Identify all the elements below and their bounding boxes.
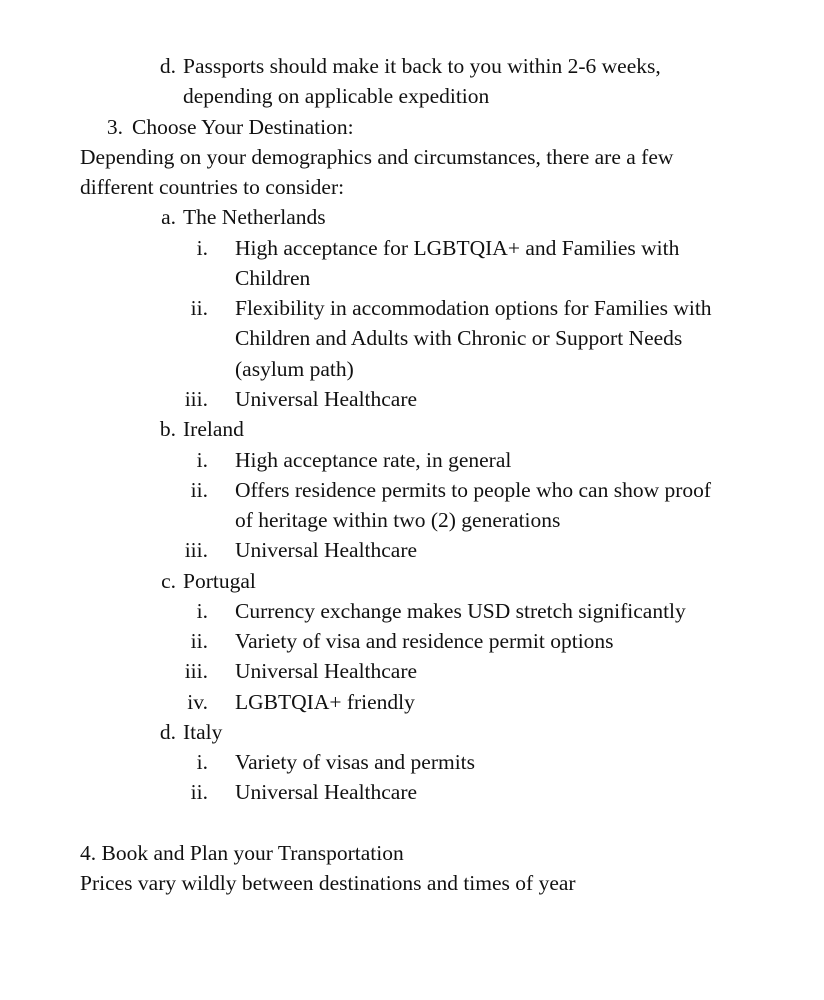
list-marker: ii. bbox=[190, 296, 208, 321]
document-line bbox=[0, 596, 824, 626]
line-text: Ireland bbox=[183, 417, 244, 442]
line-text: High acceptance for LGBTQIA+ and Families with bbox=[235, 235, 680, 260]
document-line bbox=[0, 808, 824, 838]
list-marker: c. bbox=[161, 568, 176, 593]
document-line bbox=[0, 112, 824, 142]
document-line bbox=[0, 293, 824, 323]
list-marker: ii. bbox=[190, 629, 208, 654]
line-text: Children bbox=[235, 265, 311, 290]
list-marker: d. bbox=[159, 54, 176, 78]
line-text: of heritage within two (2) generations bbox=[235, 508, 561, 533]
document-line bbox=[0, 323, 824, 353]
line-text: different countries to consider: bbox=[80, 175, 345, 200]
document-line bbox=[0, 777, 824, 807]
line-text: Portugal bbox=[183, 568, 256, 593]
document-line bbox=[0, 505, 824, 535]
document-line bbox=[0, 354, 824, 384]
line-text: Depending on your demographics and circumstances, there are a few bbox=[80, 144, 674, 169]
list-marker: iii. bbox=[184, 659, 208, 684]
document-line bbox=[0, 263, 824, 293]
line-text: Universal Healthcare bbox=[235, 659, 418, 684]
document-line bbox=[0, 838, 824, 868]
line-text: Passports should make it back to you within 2-6 weeks, bbox=[183, 54, 661, 78]
list-marker: b. bbox=[159, 417, 176, 442]
document-line bbox=[0, 384, 824, 414]
document-line bbox=[0, 202, 824, 232]
line-text: The Netherlands bbox=[183, 205, 326, 230]
line-text: 4. Book and Plan your Transportation bbox=[80, 841, 404, 866]
line-text: Choose Your Destination: bbox=[132, 114, 354, 139]
document-line bbox=[0, 142, 824, 172]
line-text: Universal Healthcare bbox=[235, 386, 418, 411]
list-marker: 3. bbox=[106, 114, 123, 139]
document-line bbox=[0, 747, 824, 777]
list-marker: i. bbox=[196, 750, 208, 775]
list-marker: d. bbox=[159, 719, 176, 744]
document-line bbox=[0, 81, 824, 111]
document-line bbox=[0, 687, 824, 717]
document-line bbox=[0, 233, 824, 263]
document-line bbox=[0, 626, 824, 656]
line-text: (asylum path) bbox=[235, 356, 354, 381]
line-text: Currency exchange makes USD stretch significantly bbox=[235, 598, 686, 623]
list-marker: ii. bbox=[190, 780, 208, 805]
line-text: Offers residence permits to people who can show proof bbox=[235, 477, 712, 502]
document-line bbox=[0, 868, 824, 898]
line-text: Universal Healthcare bbox=[235, 780, 418, 805]
document-line bbox=[0, 475, 824, 505]
list-marker: i. bbox=[196, 235, 208, 260]
list-marker: ii. bbox=[190, 477, 208, 502]
list-marker: iii. bbox=[184, 386, 208, 411]
list-marker: a. bbox=[161, 205, 176, 230]
document-line bbox=[0, 414, 824, 444]
list-marker: iii. bbox=[184, 538, 208, 563]
document-line bbox=[0, 51, 824, 81]
line-text: Universal Healthcare bbox=[235, 538, 418, 563]
document-line bbox=[0, 445, 824, 475]
document-line bbox=[0, 717, 824, 747]
line-text: Prices vary wildly between destinations and times of year bbox=[80, 871, 576, 896]
line-text: LGBTQIA+ friendly bbox=[235, 689, 415, 714]
line-text: Variety of visa and residence permit options bbox=[235, 629, 614, 654]
line-text: depending on applicable expedition bbox=[183, 84, 490, 109]
line-text: Flexibility in accommodation options for Families with bbox=[235, 296, 712, 321]
line-text: Children and Adults with Chronic or Support Needs bbox=[235, 326, 683, 351]
document-line bbox=[0, 566, 824, 596]
list-marker: iv. bbox=[187, 689, 208, 714]
list-marker: i. bbox=[196, 447, 208, 472]
line-text: Variety of visas and permits bbox=[235, 750, 476, 775]
list-marker: i. bbox=[196, 598, 208, 623]
line-text: Italy bbox=[183, 719, 223, 744]
document-line bbox=[0, 535, 824, 565]
document-line bbox=[0, 656, 824, 686]
line-text: High acceptance rate, in general bbox=[235, 447, 512, 472]
document-line bbox=[0, 172, 824, 202]
